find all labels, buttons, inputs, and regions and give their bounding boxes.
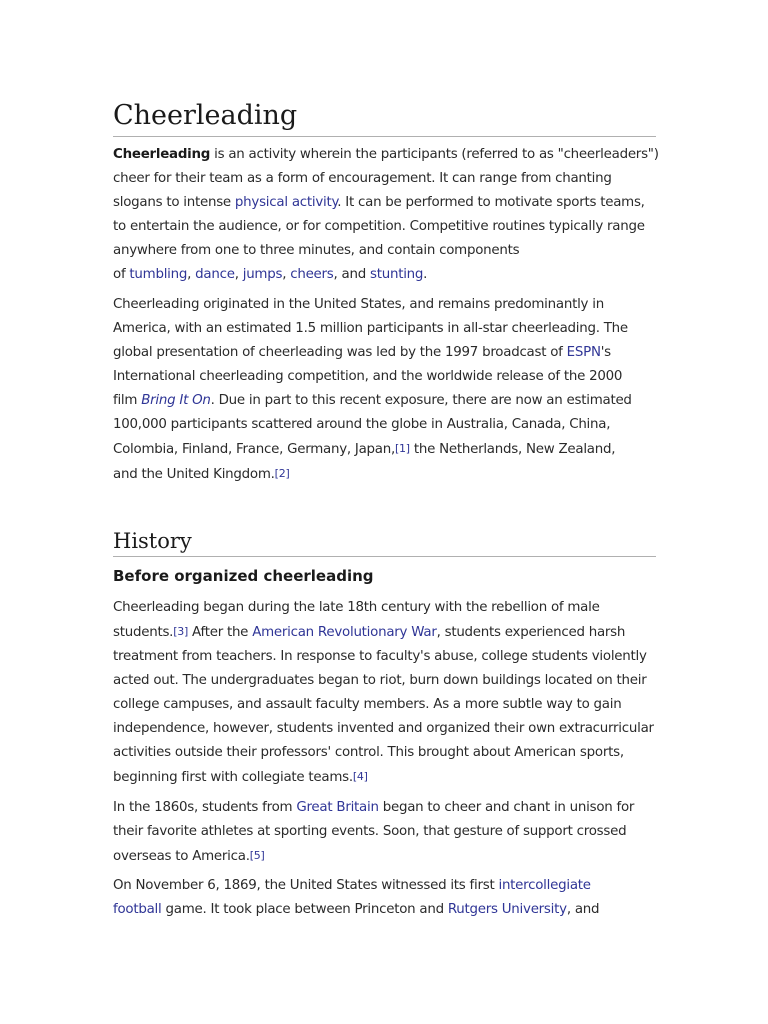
intro-paragraph: Cheerleading is an activity wherein the participants (referred to as "cheerleaders") cheer for their team as a form of encouragement. It can range from chanting slogans to intense physical activity. It can be performed to motivate sports teams, to entertain the audience, or for competition. Competitive routines typically range anywhere from one to three minutes, and contain components of tumbling, dance, jumps, cheers, and stunting. [113,147,659,282]
origin-paragraph: Cheerleading originated in the United States, and remains predominantly in America, with an estimated 1.5 million participants in all-star cheerleading. The global presentation of cheerleading was led by the 1997 broadcast of ESPN's International cheerleading competition, and the worldwide release of the 2000 film Bring It On. Due in part to this recent exposure, there are now an estimated 100,000 participants scattered around the globe in Australia, Canada, China, Colombia, Finland, France, Germany, Japan,[1] the Netherlands, New Zealand, and the United Kingdom.[2] [113,297,632,482]
reference-link-2[interactable]: [2] [274,467,290,480]
link-intercollegiate[interactable]: intercollegiate [498,878,591,893]
link-tumbling[interactable]: tumbling [129,267,188,282]
reference-link-3[interactable]: [3] [173,625,189,638]
link-great-britain[interactable]: Great Britain [296,800,379,815]
link-rutgers-university[interactable]: Rutgers University [447,902,567,917]
history-paragraph-3: On November 6, 1869, the United States witnessed its first intercollegiate football game. It took place between Princeton and Rutgers University, and [113,878,600,917]
link-football[interactable]: football [113,902,162,917]
reference-link-1[interactable]: [1] [395,442,410,455]
link-stunting[interactable]: stunting [370,267,424,282]
reference-link-5[interactable]: [5] [249,849,265,862]
bold-term: Cheerleading [113,147,211,162]
before-organized-subheading: Before organized cheerleading [113,567,374,585]
link-cheers[interactable]: cheers [290,267,334,282]
link-bring-it-on[interactable]: Bring It On [141,393,211,408]
history-divider [113,556,656,557]
history-heading: History [113,529,192,553]
link-jumps[interactable]: jumps [242,267,283,282]
link-physical-activity[interactable]: physical activity [234,195,338,210]
reference-link-4[interactable]: [4] [352,770,368,783]
history-paragraph-1: Cheerleading began during the late 18th century with the rebellion of male students.[3] After the American Revolutionary War, students experienced harsh treatment from teachers. In response to faculty's abuse, college students violently acted out. The undergraduates began to riot, burn down buildings located on their college campuses, and assault faculty members. As a more subtle way to gain independence, however, students invented and organized their own extracurricular activities outside their professors' control. This brought about American sports, beginning first with collegiate teams.[4] [113,600,654,785]
link-american-revolutionary-war[interactable]: American Revolutionary War [252,625,437,640]
link-dance[interactable]: dance [195,267,235,282]
title-divider [113,136,656,137]
link-espn[interactable]: ESPN [566,345,601,360]
history-paragraph-2: In the 1860s, students from Great Britain began to cheer and chant in unison for their favorite athletes at sporting events. Soon, that gesture of support crossed overseas to America.[5] [113,800,635,864]
page-title: Cheerleading [113,100,298,131]
